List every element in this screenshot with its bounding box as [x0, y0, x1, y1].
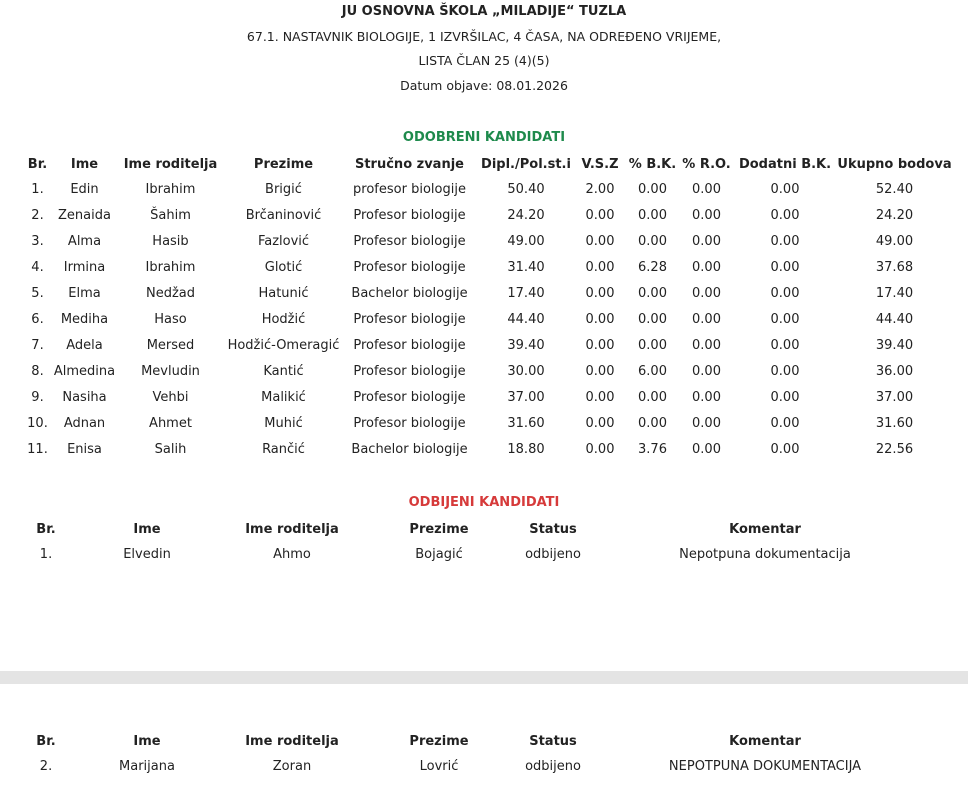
cell-r-o: 0.00: [692, 181, 721, 197]
approved-candidates-heading: ODOBRENI KANDIDATI: [402, 130, 566, 145]
approved-table-header: [22, 152, 952, 176]
cell-ime-roditelja: Hasib: [152, 233, 189, 249]
column-header-ime-roditelja: Ime roditelja: [245, 521, 339, 537]
cell-strucno-zvanje: Profesor biologije: [353, 363, 466, 379]
column-header-strucno-zvanje: Stručno zvanje: [354, 156, 464, 172]
cell-prezime: Bojagić: [415, 546, 463, 562]
cell-dipl-pol-st-i: 50.40: [507, 181, 545, 197]
table-row: [22, 541, 942, 567]
cell-ukupno-bodova: 24.20: [875, 207, 914, 223]
cell-prezime: Rančić: [262, 441, 305, 457]
cell-dipl-pol-st-i: 17.40: [507, 285, 545, 301]
cell-ukupno-bodova: 39.40: [875, 337, 914, 353]
column-header-status: Status: [529, 733, 577, 749]
cell-dipl-pol-st-i: 39.40: [507, 337, 545, 353]
cell-prezime: Malikić: [261, 389, 306, 405]
cell-ime-roditelja: Mevludin: [141, 363, 200, 379]
cell-br: 2.: [39, 758, 53, 774]
cell-prezime: Fazlović: [257, 233, 310, 249]
table-row: [22, 753, 942, 779]
cell-v-s-z: 2.00: [585, 181, 615, 197]
cell-ime: Edin: [70, 181, 99, 197]
list-reference: LISTA ČLAN 25 (4)(5): [418, 53, 550, 68]
cell-r-o: 0.00: [692, 207, 721, 223]
cell-ime: Almedina: [53, 363, 116, 379]
cell-ukupno-bodova: 49.00: [875, 233, 914, 249]
cell-ukupno-bodova: 37.68: [875, 259, 914, 275]
cell-br: 9.: [31, 389, 44, 405]
cell-prezime: Brčaninović: [245, 207, 322, 223]
cell-ime: Mediha: [60, 311, 109, 327]
column-header-komentar: Komentar: [729, 733, 801, 749]
cell-strucno-zvanje: Profesor biologije: [353, 311, 466, 327]
school-title: JU OSNOVNA ŠKOLA „MILADIJE“ TUZLA: [341, 4, 627, 19]
cell-dodatni-b-k: 0.00: [770, 415, 800, 431]
cell-br: 1.: [31, 181, 44, 197]
cell-dipl-pol-st-i: 18.80: [507, 441, 545, 457]
cell-br: 11.: [27, 441, 48, 457]
cell-ukupno-bodova: 36.00: [875, 363, 914, 379]
cell-br: 10.: [27, 415, 48, 431]
cell-b-k: 3.76: [638, 441, 667, 457]
position-description: 67.1. NASTAVNIK BIOLOGIJE, 1 IZVRŠILAC, 4 ČASA, NA ODREĐENO VRIJEME,: [246, 29, 722, 44]
cell-ime: Alma: [67, 233, 102, 249]
table-row: [22, 254, 952, 280]
column-header-ime-roditelja: Ime roditelja: [123, 156, 218, 172]
cell-br: 7.: [31, 337, 44, 353]
cell-br: 4.: [31, 259, 44, 275]
cell-ime-roditelja: Nedžad: [145, 285, 196, 301]
rejected-candidates-heading: ODBIJENI KANDIDATI: [408, 495, 560, 510]
cell-ime: Marijana: [119, 758, 175, 774]
table-row: [22, 358, 952, 384]
cell-dodatni-b-k: 0.00: [770, 259, 800, 275]
cell-ime: Nasiha: [62, 389, 107, 405]
cell-b-k: 0.00: [638, 389, 667, 405]
cell-r-o: 0.00: [692, 389, 721, 405]
cell-r-o: 0.00: [692, 441, 721, 457]
table-row: [22, 410, 952, 436]
column-header-prezime: Prezime: [409, 733, 469, 749]
column-header-ime-roditelja: Ime roditelja: [245, 733, 339, 749]
cell-br: 6.: [31, 311, 44, 327]
column-header-dipl-pol-st-i: Dipl./Pol.st.i: [481, 156, 571, 172]
cell-dodatni-b-k: 0.00: [770, 363, 800, 379]
column-header-prezime: Prezime: [253, 156, 314, 172]
column-header-b-k: % B.K.: [628, 156, 677, 172]
cell-ime-roditelja: Ibrahim: [145, 259, 196, 275]
table-row: [22, 306, 952, 332]
cell-strucno-zvanje: Bachelor biologije: [351, 285, 468, 301]
table-row: [22, 176, 952, 202]
table-row: [22, 384, 952, 410]
column-header-komentar: Komentar: [729, 521, 801, 537]
cell-r-o: 0.00: [692, 363, 721, 379]
cell-dodatni-b-k: 0.00: [770, 337, 800, 353]
table-row: [22, 280, 952, 306]
cell-prezime: Lovrić: [419, 758, 459, 774]
cell-ime-roditelja: Ahmet: [149, 415, 192, 431]
column-header-status: Status: [529, 521, 577, 537]
cell-ukupno-bodova: 31.60: [875, 415, 914, 431]
cell-ime-roditelja: Zoran: [272, 758, 312, 774]
cell-strucno-zvanje: Profesor biologije: [353, 259, 466, 275]
cell-b-k: 0.00: [638, 285, 667, 301]
cell-strucno-zvanje: Profesor biologije: [353, 207, 466, 223]
cell-ukupno-bodova: 44.40: [875, 311, 914, 327]
cell-dodatni-b-k: 0.00: [770, 207, 800, 223]
cell-b-k: 0.00: [638, 233, 667, 249]
cell-b-k: 0.00: [638, 207, 667, 223]
cell-prezime: Hatunić: [258, 285, 309, 301]
cell-br: 1.: [39, 546, 53, 562]
cell-r-o: 0.00: [692, 311, 721, 327]
cell-br: 5.: [31, 285, 44, 301]
cell-ime: Adnan: [63, 415, 106, 431]
rejected-candidates-table: [22, 517, 942, 567]
cell-dodatni-b-k: 0.00: [770, 233, 800, 249]
cell-strucno-zvanje: Profesor biologije: [353, 233, 466, 249]
cell-dodatni-b-k: 0.00: [770, 181, 800, 197]
cell-prezime: Kantić: [263, 363, 304, 379]
rejected-candidates-table-continued: [22, 729, 942, 779]
cell-prezime: Hodžić-Omeragić: [227, 337, 340, 353]
cell-v-s-z: 0.00: [585, 441, 615, 457]
rejected-table-header: [22, 517, 942, 541]
cell-strucno-zvanje: Profesor biologije: [353, 415, 466, 431]
cell-v-s-z: 0.00: [585, 311, 615, 327]
cell-ime-roditelja: Ibrahim: [145, 181, 196, 197]
cell-v-s-z: 0.00: [585, 233, 615, 249]
cell-ime: Irmina: [63, 259, 106, 275]
cell-dipl-pol-st-i: 31.60: [507, 415, 545, 431]
cell-b-k: 6.28: [638, 259, 667, 275]
cell-prezime: Muhić: [264, 415, 303, 431]
cell-v-s-z: 0.00: [585, 363, 615, 379]
cell-dipl-pol-st-i: 37.00: [507, 389, 545, 405]
column-header-ime: Ime: [70, 156, 99, 172]
table-row: [22, 436, 952, 462]
cell-prezime: Glotić: [264, 259, 303, 275]
cell-dipl-pol-st-i: 49.00: [507, 233, 545, 249]
cell-ime-roditelja: Mersed: [146, 337, 195, 353]
cell-b-k: 0.00: [638, 337, 667, 353]
cell-r-o: 0.00: [692, 259, 721, 275]
column-header-br: Br.: [27, 156, 48, 172]
column-header-ukupno-bodova: Ukupno bodova: [837, 156, 952, 172]
cell-komentar: NEPOTPUNA DOKUMENTACIJA: [668, 758, 862, 774]
cell-dodatni-b-k: 0.00: [770, 311, 800, 327]
cell-b-k: 0.00: [638, 415, 667, 431]
table-row: [22, 228, 952, 254]
cell-v-s-z: 0.00: [585, 389, 615, 405]
page-separator: [0, 671, 968, 684]
cell-b-k: 6.00: [638, 363, 667, 379]
cell-r-o: 0.00: [692, 415, 721, 431]
cell-ime-roditelja: Ahmo: [273, 546, 311, 562]
cell-ukupno-bodova: 52.40: [875, 181, 914, 197]
cell-ukupno-bodova: 22.56: [875, 441, 914, 457]
cell-ime: Adela: [66, 337, 103, 353]
cell-br: 8.: [31, 363, 44, 379]
cell-status: odbijeno: [525, 758, 581, 774]
cell-strucno-zvanje: Profesor biologije: [353, 337, 466, 353]
cell-br: 2.: [31, 207, 44, 223]
cell-ime-roditelja: Haso: [154, 311, 187, 327]
column-header-dodatni-b-k: Dodatni B.K.: [738, 156, 832, 172]
cell-strucno-zvanje: Profesor biologije: [353, 389, 466, 405]
cell-b-k: 0.00: [638, 181, 667, 197]
cell-r-o: 0.00: [692, 285, 721, 301]
approved-candidates-table: [22, 152, 952, 462]
column-header-br: Br.: [36, 733, 56, 749]
cell-b-k: 0.00: [638, 311, 667, 327]
cell-dipl-pol-st-i: 31.40: [507, 259, 545, 275]
column-header-br: Br.: [36, 521, 56, 537]
cell-strucno-zvanje: Bachelor biologije: [351, 441, 468, 457]
table-row: [22, 332, 952, 358]
cell-ime: Zenaida: [58, 207, 111, 223]
cell-prezime: Brigić: [265, 181, 302, 197]
column-header-ime: Ime: [133, 521, 161, 537]
cell-prezime: Hodžić: [261, 311, 306, 327]
cell-ime: Elma: [68, 285, 101, 301]
column-header-r-o: % R.O.: [682, 156, 731, 172]
cell-ime-roditelja: Salih: [154, 441, 187, 457]
rejected-table-header: [22, 729, 942, 753]
cell-dipl-pol-st-i: 24.20: [507, 207, 545, 223]
cell-ime-roditelja: Vehbi: [152, 389, 189, 405]
publish-date: Datum objave: 08.01.2026: [400, 78, 568, 93]
cell-ime-roditelja: Šahim: [150, 207, 191, 223]
column-header-ime: Ime: [133, 733, 161, 749]
column-header-v-s-z: V.S.Z: [581, 156, 619, 172]
cell-ime: Elvedin: [123, 546, 171, 562]
cell-ime: Enisa: [67, 441, 102, 457]
cell-status: odbijeno: [525, 546, 581, 562]
column-header-prezime: Prezime: [409, 521, 469, 537]
cell-v-s-z: 0.00: [585, 415, 615, 431]
cell-ukupno-bodova: 37.00: [875, 389, 914, 405]
cell-r-o: 0.00: [692, 337, 721, 353]
cell-dipl-pol-st-i: 30.00: [507, 363, 545, 379]
table-row: [22, 202, 952, 228]
cell-dodatni-b-k: 0.00: [770, 441, 800, 457]
cell-v-s-z: 0.00: [585, 259, 615, 275]
cell-v-s-z: 0.00: [585, 207, 615, 223]
cell-r-o: 0.00: [692, 233, 721, 249]
cell-v-s-z: 0.00: [585, 285, 615, 301]
cell-ukupno-bodova: 17.40: [875, 285, 914, 301]
cell-komentar: Nepotpuna dokumentacija: [679, 546, 851, 562]
cell-v-s-z: 0.00: [585, 337, 615, 353]
cell-dodatni-b-k: 0.00: [770, 389, 800, 405]
cell-br: 3.: [31, 233, 44, 249]
cell-dipl-pol-st-i: 44.40: [507, 311, 545, 327]
cell-dodatni-b-k: 0.00: [770, 285, 800, 301]
cell-strucno-zvanje: profesor biologije: [353, 181, 466, 197]
